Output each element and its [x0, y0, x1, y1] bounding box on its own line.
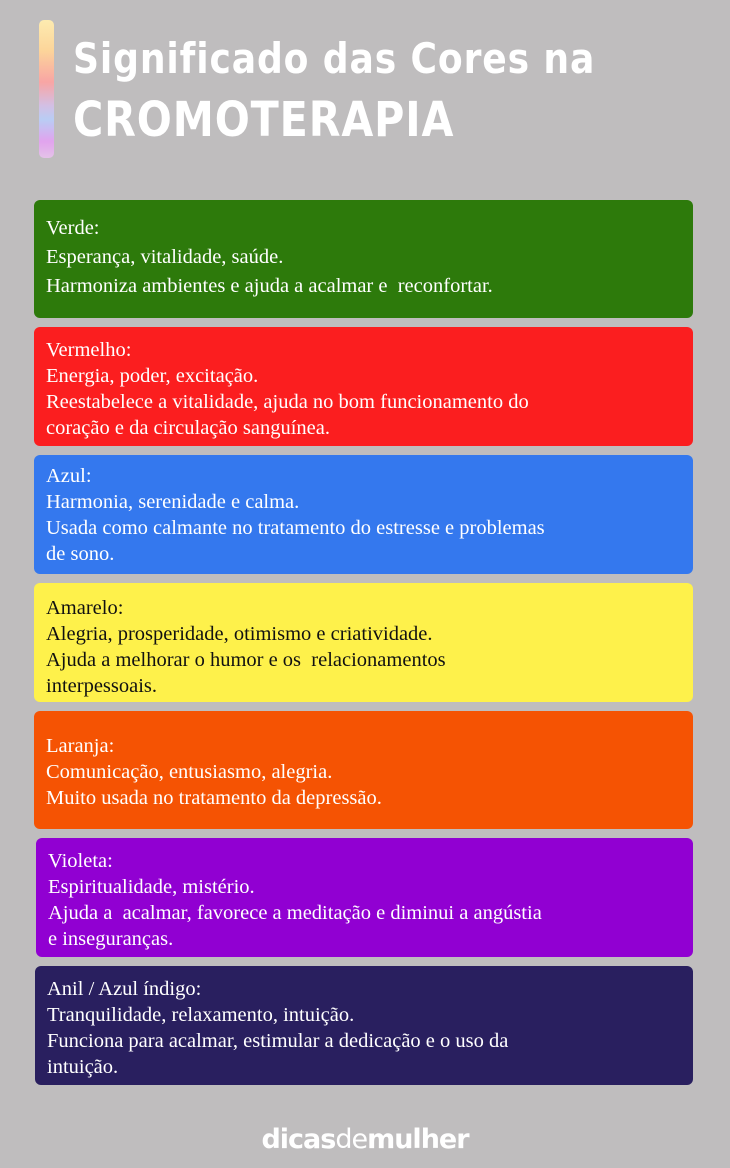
color-description: Ajuda a acalmar, favorece a meditação e diminui a angústia — [48, 902, 542, 924]
brand-part-dicas: dicas — [261, 1124, 336, 1155]
color-name: Laranja: — [46, 735, 115, 757]
color-name: Anil / Azul índigo: — [47, 978, 202, 1000]
color-description: de sono. — [46, 543, 115, 565]
brand-logo — [0, 1124, 730, 1155]
color-card-verde — [34, 200, 693, 318]
color-name: Azul: — [46, 465, 92, 487]
brand-part-mulher: mulher — [367, 1124, 469, 1155]
color-keywords: Comunicação, entusiasmo, alegria. — [46, 761, 333, 783]
color-keywords: Energia, poder, excitação. — [46, 365, 259, 387]
color-description: Harmoniza ambientes e ajuda a acalmar e reconfortar. — [46, 275, 493, 297]
color-name: Vermelho: — [46, 339, 132, 361]
color-description: intuição. — [47, 1056, 119, 1078]
page-title — [73, 28, 680, 150]
color-name: Verde: — [46, 217, 100, 239]
color-description: Muito usada no tratamento da depressão. — [46, 787, 382, 809]
color-description: e inseguranças. — [48, 928, 174, 950]
color-card-amarelo — [34, 583, 693, 702]
title-line-2: CROMOTERAPIA — [73, 92, 455, 148]
color-keywords: Espiritualidade, mistério. — [48, 876, 255, 898]
color-name: Amarelo: — [46, 597, 124, 619]
color-description: Funciona para acalmar, estimular a dedicação e o uso da — [47, 1030, 509, 1052]
color-description: Reestabelece a vitalidade, ajuda no bom funcionamento do — [46, 391, 529, 413]
color-card-vermelho — [34, 327, 693, 446]
color-card-violeta — [36, 838, 693, 957]
color-description: Ajuda a melhorar o humor e os relacionamentos — [46, 649, 446, 671]
color-keywords: Alegria, prosperidade, otimismo e criatividade. — [46, 623, 433, 645]
color-card-anil — [35, 966, 693, 1085]
title-line-1: Significado das Cores na — [73, 34, 596, 83]
color-card-azul — [34, 455, 693, 574]
color-keywords: Esperança, vitalidade, saúde. — [46, 246, 284, 268]
color-keywords: Harmonia, serenidade e calma. — [46, 491, 300, 513]
color-description: coração e da circulação sanguínea. — [46, 417, 330, 439]
color-name: Violeta: — [48, 850, 113, 872]
color-description: interpessoais. — [46, 675, 158, 697]
color-description: Usada como calmante no tratamento do estresse e problemas — [46, 517, 545, 539]
color-keywords: Tranquilidade, relaxamento, intuição. — [47, 1004, 355, 1026]
brand-part-de: de — [335, 1124, 368, 1155]
rainbow-stripe-decoration — [39, 20, 54, 158]
color-card-laranja — [34, 711, 693, 829]
